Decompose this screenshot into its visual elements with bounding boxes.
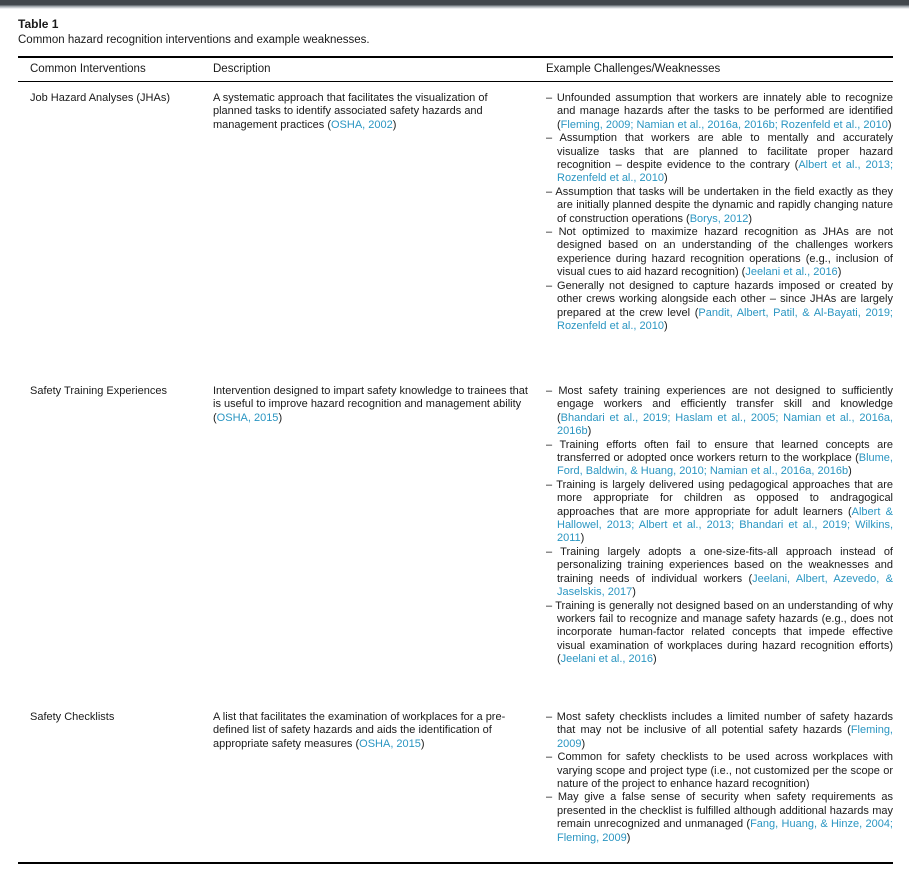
bullet-dash: – xyxy=(546,751,558,764)
page-top-rule xyxy=(0,0,909,9)
text-run: ) xyxy=(837,266,842,279)
text-run: Training efforts often fail to ensure that learned concepts are transferred or adopted once workers return to the workplace ( xyxy=(557,438,893,465)
weakness-item xyxy=(546,751,893,791)
weakness-item xyxy=(546,92,893,132)
intervention-cell: Safety Checklists xyxy=(30,711,115,723)
citation-link[interactable]: Jeelani et al., 2016 xyxy=(745,266,838,279)
bullet-dash: – xyxy=(546,438,560,451)
text-run: ) xyxy=(580,532,585,545)
weakness-item xyxy=(546,385,893,439)
text-run: Common for safety checklists to be used across workplaces with varying scope and project type (i.e., not customized per the scope or nature of the project to enhance hazard recognition) xyxy=(557,751,893,791)
bullet-dash: – xyxy=(546,132,560,145)
bullet-dash: – xyxy=(546,92,557,104)
bullet-dash: – xyxy=(546,545,561,558)
citation-link[interactable]: Albert & Hallowel, 2013; Albert et al., 2013; Bhandari et al., 2019; Wilkins, 2011 xyxy=(557,505,893,545)
weakness-item xyxy=(546,132,893,186)
table-bottom-rule xyxy=(18,862,893,864)
weakness-item xyxy=(546,791,893,845)
citation-link[interactable]: OSHA, 2002 xyxy=(331,118,393,131)
bullet-dash: – xyxy=(546,185,556,198)
interventions-table xyxy=(18,56,893,864)
table-row xyxy=(18,92,893,385)
text-run: Generally not designed to capture hazards imposed or created by other crews working alongside each other – since JHAs are largely prepared at the crew level ( xyxy=(557,279,893,319)
intervention-cell: Job Hazard Analyses (JHAs) xyxy=(30,92,170,104)
text-run: ) xyxy=(887,118,892,131)
citation-link[interactable]: Jeelani, Albert, Azevedo, & Jaselskis, 2017 xyxy=(557,572,893,599)
table-row xyxy=(18,385,893,711)
text-run: A list that facilitates the examination of workplaces for a pre-defined list of safety hazards and aids the identification of appropriate safety measures ( xyxy=(213,711,506,750)
table-caption: Common hazard recognition interventions and example weaknesses. xyxy=(18,34,370,46)
bullet-dash: – xyxy=(546,599,556,612)
text-run: Most safety training experiences are not designed to sufficiently engage workers and efficiently transfer skill and knowledge ( xyxy=(557,385,893,424)
text-run: Not optimized to maximize hazard recognition as JHAs are not designed based on an understanding of the challenges workers experience during hazard recognition operations (e.g., inclusion of visual cues to aid hazard recognition) ( xyxy=(557,226,893,279)
table-row xyxy=(18,711,893,854)
weakness-item xyxy=(546,226,893,280)
weakness-item xyxy=(546,711,893,751)
intervention-cell: Safety Training Experiences xyxy=(30,385,167,397)
bullet-dash: – xyxy=(546,385,559,397)
text-run: ) xyxy=(848,465,852,478)
table-header-row xyxy=(18,58,893,81)
weakness-item xyxy=(546,600,893,667)
text-run: ) xyxy=(392,118,397,131)
citation-link[interactable]: Fleming, 2009 xyxy=(557,724,893,750)
text-run: ) xyxy=(664,319,668,332)
table-body xyxy=(18,82,893,854)
text-run: May give a false sense of security when safety requirements as presented in the checklist is fulfilled although additional hazards may remain unrecognized and unmanaged ( xyxy=(557,791,893,831)
text-run: ) xyxy=(626,831,631,844)
column-header-common-interventions: Common Interventions xyxy=(30,63,146,75)
text-run: ) xyxy=(420,737,425,750)
table-label: Table 1 xyxy=(18,17,59,31)
bullet-dash: – xyxy=(546,226,559,239)
citation-link[interactable]: Fang, Huang, & Hinze, 2004; Fleming, 2009 xyxy=(557,818,893,844)
bullet-dash: – xyxy=(546,711,557,723)
weakness-item xyxy=(546,186,893,226)
citation-link[interactable]: Bhandari et al., 2019; Haslam et al., 2005; Namian et al., 2016a, 2016b xyxy=(557,411,893,438)
text-run: Most safety checklists includes a limited number of safety hazards that may not be inclusive of all potential safety hazards ( xyxy=(556,711,893,737)
weakness-item xyxy=(546,280,893,334)
citation-link[interactable]: Albert et al., 2013; Rozenfeld et al., 2010 xyxy=(557,159,893,185)
text-run: ) xyxy=(664,172,668,185)
text-run: Training is largely delivered using pedagogical approaches that are more appropriate for children as opposed to andragogical approaches that are more appropriate for adult learners ( xyxy=(556,478,893,518)
bullet-dash: – xyxy=(546,279,558,292)
text-run: ) xyxy=(632,586,636,599)
text-run: Intervention designed to impart safety knowledge to trainees that is useful to improve hazard recognition and management ability ( xyxy=(213,385,528,424)
weakness-item xyxy=(546,479,893,546)
weakness-item xyxy=(546,546,893,600)
column-header-example-challenges: Example Challenges/Weaknesses xyxy=(546,63,721,75)
citation-link[interactable]: OSHA, 2015 xyxy=(359,737,421,750)
text-run: ) xyxy=(748,212,753,225)
citation-link[interactable]: Fleming, 2009; Namian et al., 2016a, 2016b; Rozenfeld et al., 2010 xyxy=(560,118,888,131)
text-run: ) xyxy=(653,653,657,666)
weakness-item xyxy=(546,439,893,479)
bullet-dash: – xyxy=(546,478,557,491)
text-run: Training largely adopts a one-size-fits-all approach instead of personalizing training experiences based on the weaknesses and training needs of individual workers ( xyxy=(557,545,893,585)
description-cell xyxy=(213,711,546,854)
paper-table-figure xyxy=(0,17,909,864)
description-cell xyxy=(213,385,546,711)
description-cell xyxy=(213,92,546,385)
text-run: ) xyxy=(581,737,586,750)
bullet-dash: – xyxy=(546,791,558,804)
text-run: Training is generally not designed based on an understanding of why workers fail to recognize and manage safety hazards (e.g., does not incorporate human-factor related concepts that impede effective visual examination of workplaces during hazard recognition efforts) ( xyxy=(555,599,893,666)
citation-link[interactable]: OSHA, 2015 xyxy=(216,411,279,424)
column-header-description: Description xyxy=(213,63,271,75)
text-run: ) xyxy=(278,411,283,424)
citation-link[interactable]: Blume, Ford, Baldwin, & Huang, 2010; Namian et al., 2016a, 2016b xyxy=(557,452,893,478)
weaknesses-cell xyxy=(546,92,893,385)
citation-link[interactable]: Jeelani et al., 2016 xyxy=(560,653,654,666)
text-run: ) xyxy=(587,425,592,438)
text-run: Assumption that tasks will be undertaken in the field exactly as they are initially planned despite the dynamic and rapidly changing nature of construction operations ( xyxy=(555,185,894,225)
citation-link[interactable]: Pandit, Albert, Patil, & Al-Bayati, 2019; Rozenfeld et al., 2010 xyxy=(557,306,893,332)
weaknesses-cell xyxy=(546,385,893,711)
text-run: A systematic approach that facilitates the visualization of planned tasks to identify associated safety hazards and management practices ( xyxy=(213,92,488,131)
text-run: Unfounded assumption that workers are innately able to recognize and manage hazards after the tasks to be performed are identified ( xyxy=(556,92,893,131)
weaknesses-cell xyxy=(546,711,893,854)
text-run: Assumption that workers are able to mentally and accurately visualize tasks that are planned to facilitate proper hazard recognition – despite evidence to the contrary ( xyxy=(557,132,893,172)
citation-link[interactable]: Borys, 2012 xyxy=(689,212,749,225)
